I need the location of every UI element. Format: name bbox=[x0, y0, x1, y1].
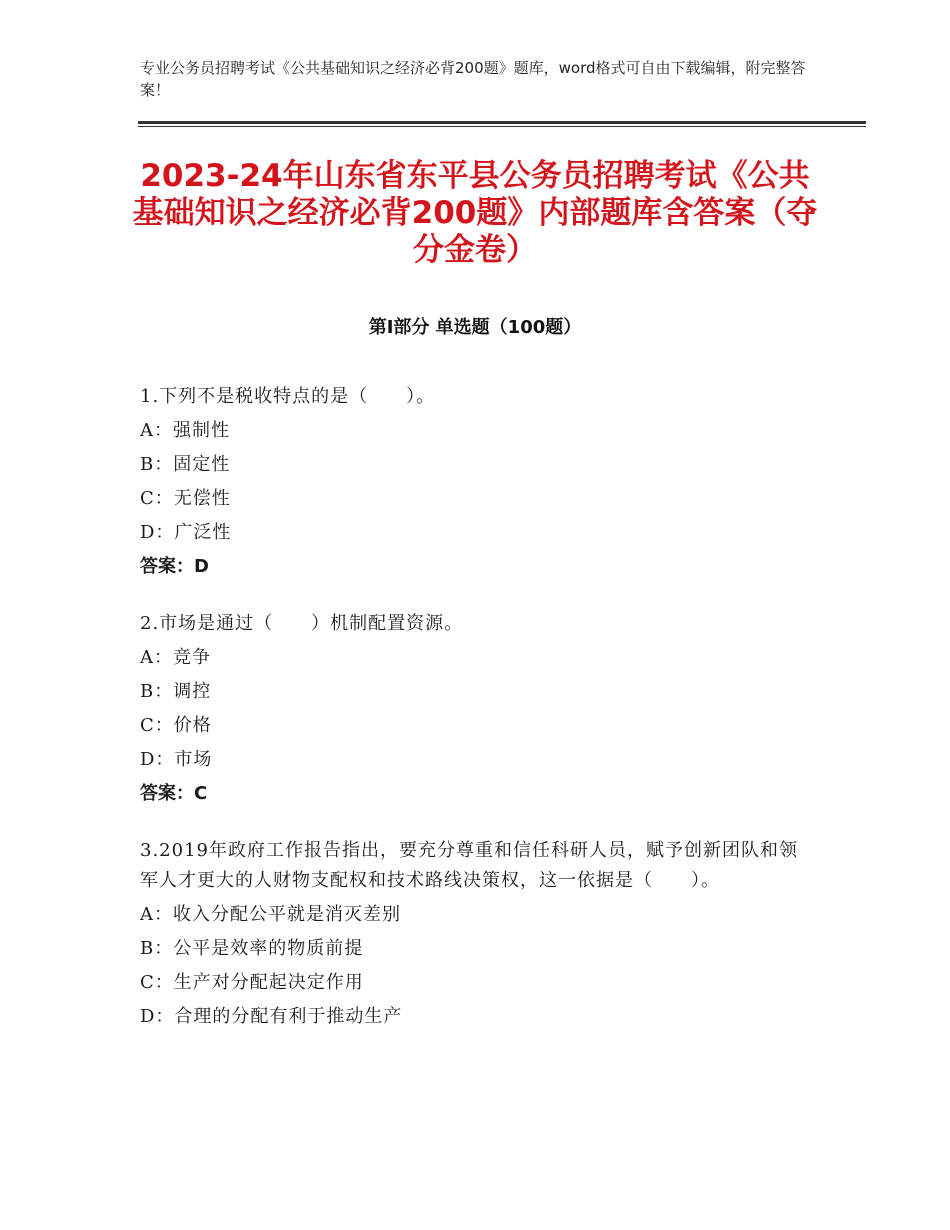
option-b: B：调控 bbox=[140, 681, 212, 702]
option-c: C：无偿性 bbox=[140, 488, 231, 509]
section-title: 第Ⅰ部分 单选题（100题） bbox=[368, 317, 582, 338]
question-list bbox=[140, 382, 810, 1059]
question-2 bbox=[140, 609, 810, 809]
question-stem: 2.市场是通过（ ）机制配置资源。 bbox=[140, 613, 464, 634]
option-d: D：广泛性 bbox=[140, 522, 232, 543]
header-note: 专业公务员招聘考试《公共基础知识之经济必背200题》题库，word格式可自由下载编辑，附完整答案！ bbox=[140, 59, 806, 99]
option-a: A：强制性 bbox=[140, 420, 230, 441]
answer: 答案：C bbox=[140, 783, 208, 804]
question-1 bbox=[140, 382, 810, 582]
option-b: B：公平是效率的物质前提 bbox=[140, 938, 364, 959]
option-a: A：竞争 bbox=[140, 647, 211, 668]
question-3 bbox=[140, 836, 810, 1032]
answer: 答案：D bbox=[140, 556, 209, 577]
question-stem: 1.下列不是税收特点的是（ ）。 bbox=[140, 386, 436, 407]
header-divider-thick bbox=[138, 121, 866, 124]
document-title: 2023-24年山东省东平县公务员招聘考试《公共基础知识之经济必背200题》内部题库含答案（夺分金卷） bbox=[132, 158, 818, 268]
header-divider-thin bbox=[138, 126, 866, 127]
option-c: C：价格 bbox=[140, 715, 212, 736]
option-c: C：生产对分配起决定作用 bbox=[140, 972, 364, 993]
option-a: A：收入分配公平就是消灭差别 bbox=[140, 904, 401, 925]
option-d: D：市场 bbox=[140, 749, 213, 770]
option-d: D：合理的分配有利于推动生产 bbox=[140, 1006, 403, 1027]
question-stem: 3.2019年政府工作报告指出，要充分尊重和信任科研人员，赋予创新团队和领军人才更大的人财物支配权和技术路线决策权，这一依据是（ ）。 bbox=[140, 840, 798, 891]
option-b: B：固定性 bbox=[140, 454, 231, 475]
